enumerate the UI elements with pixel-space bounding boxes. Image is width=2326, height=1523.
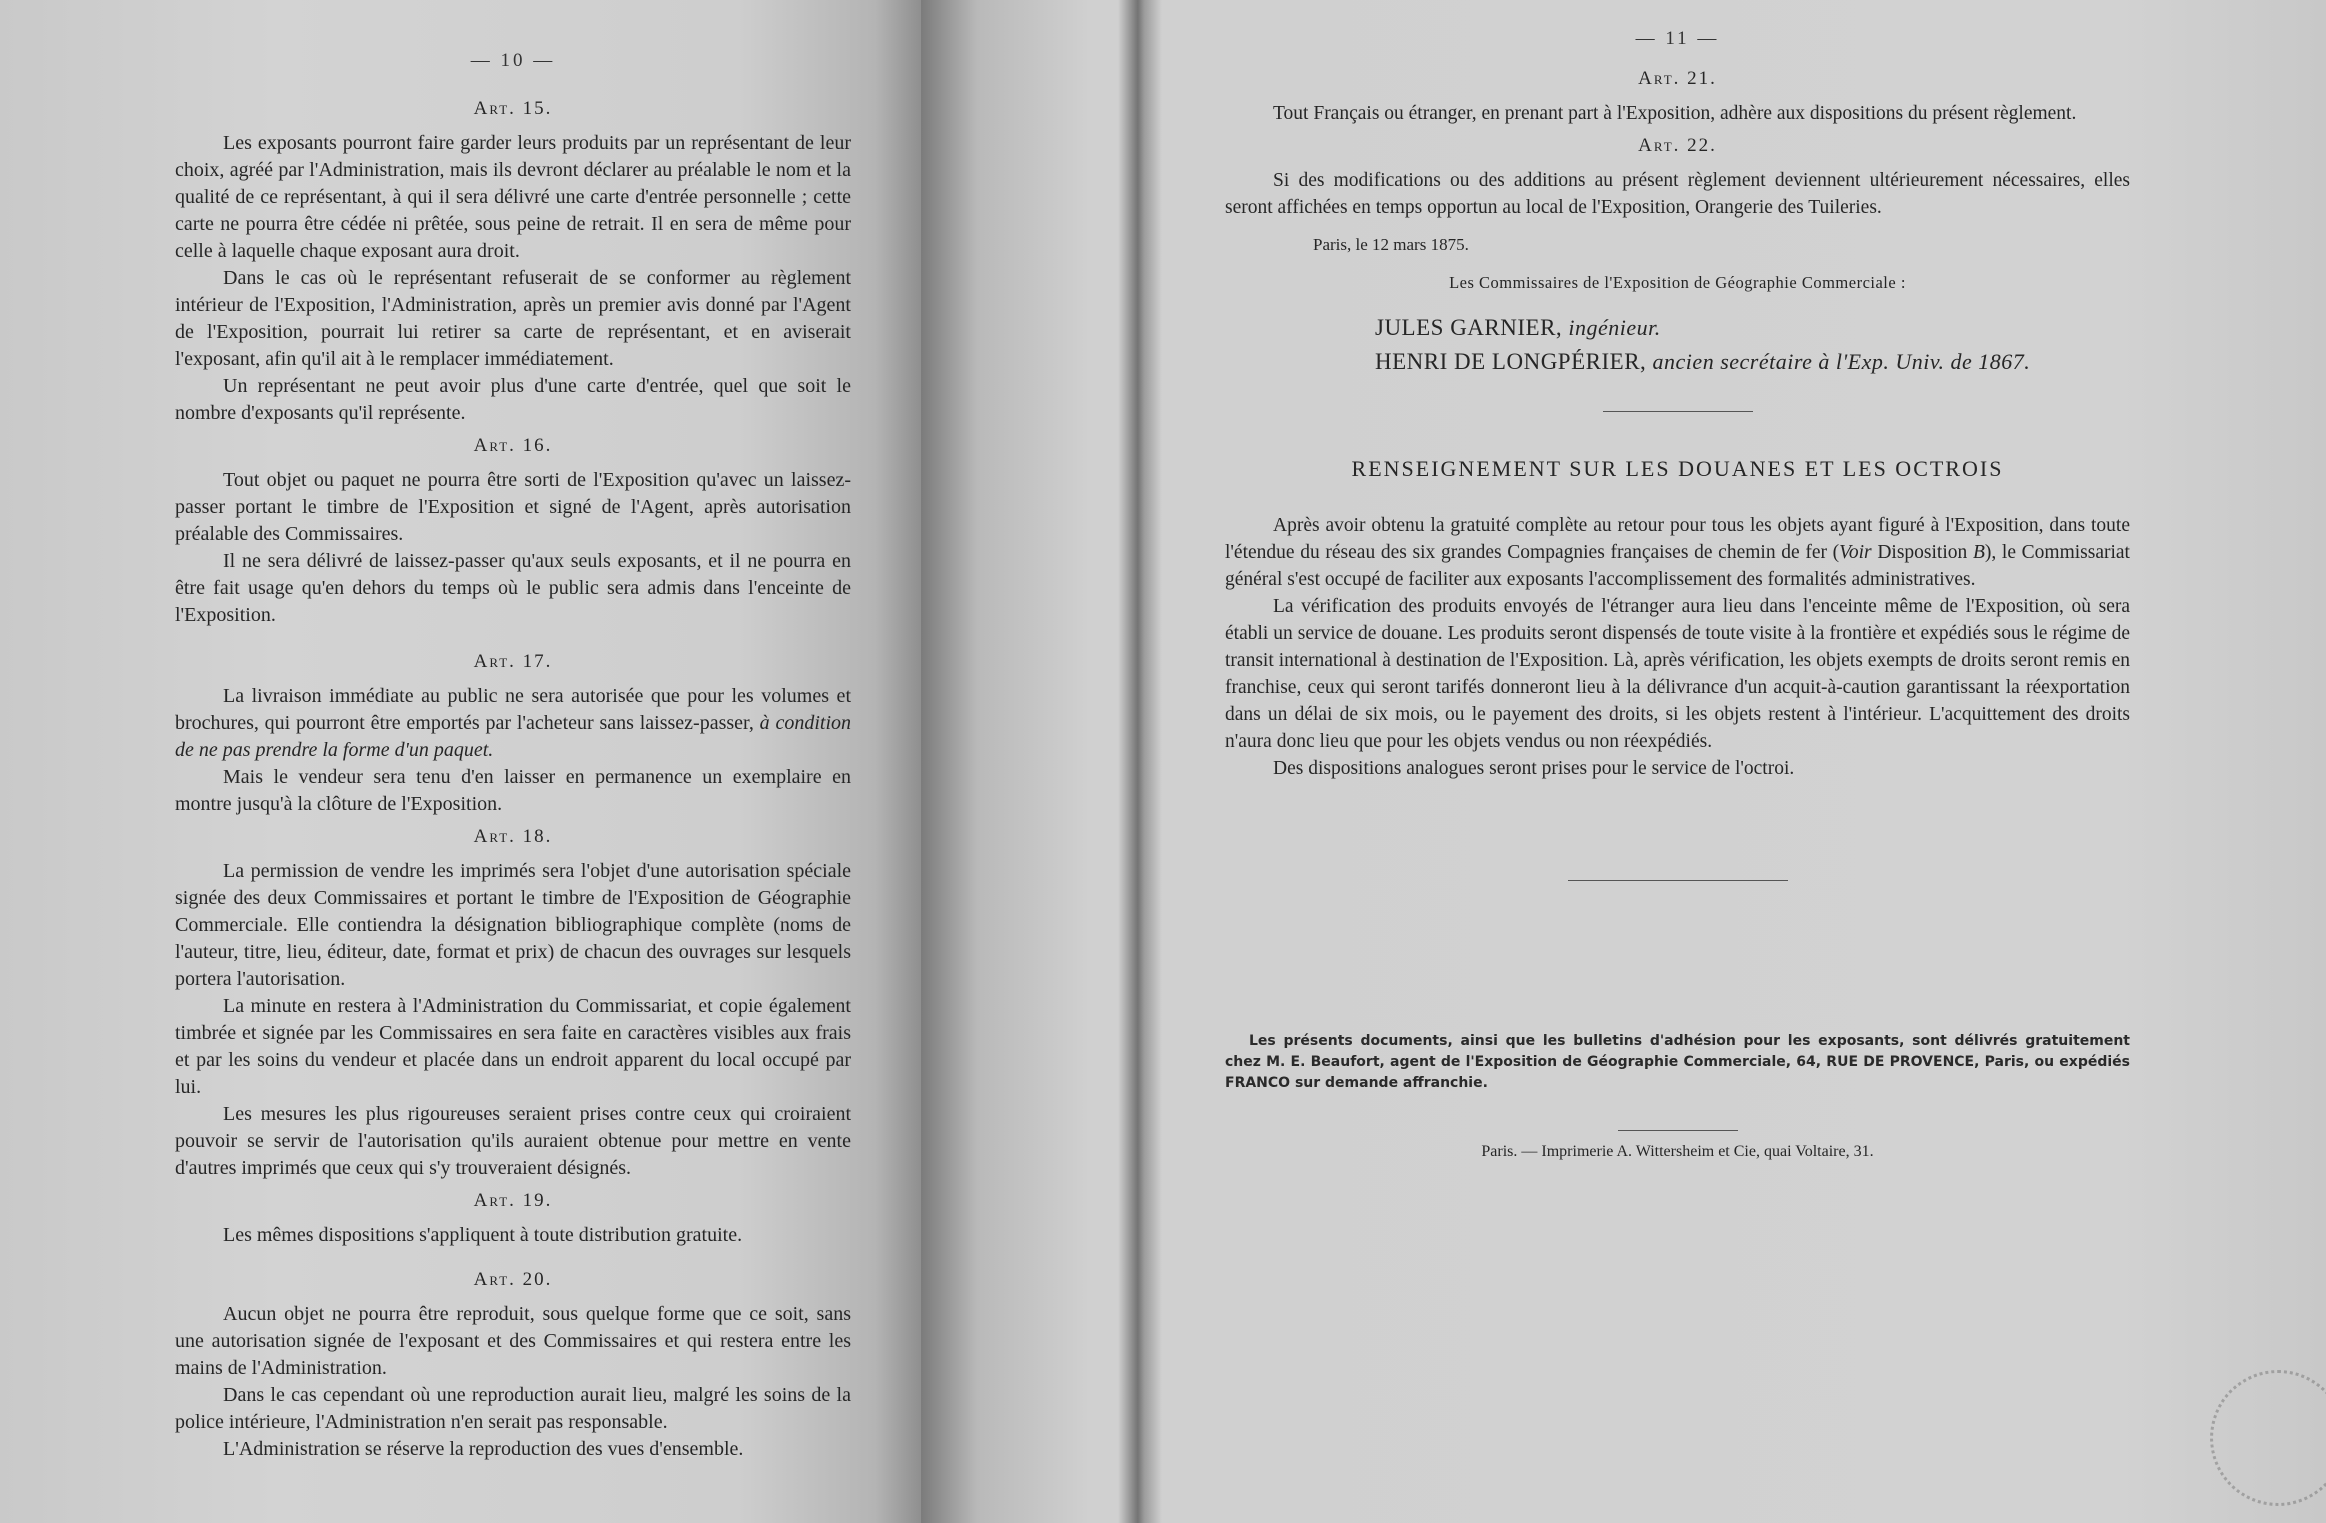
- signatory-name: JULES GARNIER,: [1375, 315, 1563, 340]
- signatory-2: [1375, 349, 2130, 375]
- paragraph: La minute en restera à l'Administration du Commissariat, et copie également timbrée et signée par les Commissaires en sera faite en caractères visibles aux frais et par les soins du vendeur et placée dans un endroit apparent du local occupé par lui.: [175, 995, 851, 1098]
- left-page: [0, 0, 921, 1523]
- paragraph: Tout Français ou étranger, en prenant part à l'Exposition, adhère aux dispositions du présent règlement.: [1273, 103, 2077, 124]
- paragraph-text: ), le Commissariat général s'est occupé de faciliter aux exposants l'accomplissement des formalités administratives.: [1225, 542, 2130, 590]
- emphasis-text: Voir: [1839, 542, 1872, 563]
- paragraph: L'Administration se réserve la reproduction des vues d'ensemble.: [223, 1438, 744, 1460]
- article-heading: Art. 21.: [1638, 68, 1717, 89]
- paragraph: Les mêmes dispositions s'appliquent à toute distribution gratuite.: [223, 1224, 743, 1246]
- paragraph-text: Disposition: [1871, 542, 1973, 563]
- paragraph: Un représentant ne peut avoir plus d'une carte d'entrée, quel que soit le nombre d'exposants qu'il représente.: [175, 375, 851, 424]
- paragraph: Il ne sera délivré de laissez-passer qu'aux seuls exposants, et il ne pourra en être fait usage qu'en dehors du temps où le public sera admis dans l'enceinte de l'Exposition.: [175, 550, 851, 626]
- paragraph: Aucun objet ne pourra être reproduit, sous quelque forme que ce soit, sans une autorisation signée de l'exposant et des Commissaires et qui restera entre les mains de l'Administration.: [175, 1303, 851, 1379]
- page-number: — 11 —: [1635, 28, 1720, 49]
- section-heading: RENSEIGNEMENT SUR LES DOUANES ET LES OCTROIS: [1351, 456, 2004, 481]
- paragraph: La vérification des produits envoyés de l'étranger aura lieu dans l'enceinte même de l'Exposition, où sera établi un service de douane. Les produits seront dispensés de toute visite à la frontière et expédiés sous le régime de transit international à destination de l'Exposition. Là, après vérification, les objets exempts de droits seront remis en franchise, ceux qui seront tarifés donneront lieu à la délivrance d'un acquit-à-caution garantissant la réexportation dans un délai de six mois, ou le payement des droits, si les objets restent à l'intérieur. L'acquittement des droits n'aura donc lieu que pour les objets vendus ou non réexpédiés.: [1225, 596, 2130, 752]
- signatory-1: [1375, 315, 2130, 341]
- page-number: — 10 —: [470, 50, 556, 71]
- paragraph: [175, 683, 851, 764]
- emphasis-text: à condition de ne pas prendre la forme d'un paquet.: [175, 712, 852, 761]
- article-heading: Art. 15.: [473, 98, 553, 119]
- article-heading: Art. 17.: [473, 651, 553, 672]
- distribution-notice: Les présents documents, ainsi que les bulletins d'adhésion pour les exposants, sont délivrés gratuitement chez M. E. Beaufort, agent de l'Exposition de Géographie Commerciale, 64, RUE DE PROVENCE, Paris, ou expédiés FRANCO sur demande affranchie.: [1225, 1033, 2130, 1091]
- right-page-content: [1225, 28, 2130, 1161]
- paragraph: [1225, 512, 2130, 593]
- paragraph: Des dispositions analogues seront prises pour le service de l'octroi.: [1273, 758, 1795, 779]
- signatory-name: HENRI DE LONGPÉRIER,: [1375, 349, 1647, 374]
- paragraph: Si des modifications ou des additions au présent règlement deviennent ultérieurement nécessaires, elles seront affichées en temps opportun au local de l'Exposition, Orangerie des Tuileries.: [1225, 170, 2130, 218]
- article-heading: Art. 20.: [473, 1269, 553, 1290]
- paragraph: Dans le cas cependant où une reproduction aurait lieu, malgré les soins de la police intérieure, l'Administration n'en serait pas responsable.: [175, 1384, 851, 1433]
- paragraph: Tout objet ou paquet ne pourra être sorti de l'Exposition qu'avec un laissez-passer portant le timbre de l'Exposition et signé de l'Agent, après autorisation préalable des Commissaires.: [175, 469, 851, 545]
- printer-imprint: Paris. — Imprimerie A. Wittersheim et Cie, quai Voltaire, 31.: [1481, 1143, 1874, 1160]
- divider: [1618, 1130, 1738, 1131]
- date-line: Paris, le 12 mars 1875.: [1313, 235, 1469, 254]
- divider: [1603, 411, 1753, 412]
- paragraph: Les exposants pourront faire garder leurs produits par un représentant de leur choix, agréé par l'Administration, mais ils devront déclarer au préalable le nom et la qualité de ce représentant, à qui il sera délivré une carte d'entrée personnelle ; cette carte ne pourra être cédée ni prêtée, sous peine de retrait. Il en sera de même pour celle à laquelle chaque exposant aura droit.: [175, 132, 851, 262]
- paragraph: Mais le vendeur sera tenu d'en laisser en permanence un exemplaire en montre jusqu'à la clôture de l'Exposition.: [175, 766, 851, 815]
- article-heading: Art. 22.: [1638, 135, 1717, 156]
- paragraph: Les mesures les plus rigoureuses seraient prises contre ceux qui croiraient pouvoir se servir de l'autorisation qu'ils auraient obtenue pour mettre en vente d'autres imprimés que ceux qui s'y trouveraient désignés.: [175, 1103, 851, 1179]
- divider: [1568, 880, 1788, 881]
- emphasis-text: B: [1972, 542, 1985, 563]
- signatory-title: ingénieur.: [1568, 315, 1661, 340]
- paragraph: La permission de vendre les imprimés sera l'objet d'une autorisation spéciale signée des deux Commissaires et portant le timbre de l'Exposition de Géographie Commerciale. Elle contiendra la désignation bibliographique complète (noms de l'auteur, titre, lieu, éditeur, date, format et prix) de chacun des ouvrages sur lesquels portera l'autorisation.: [175, 860, 851, 990]
- paragraph: Dans le cas où le représentant refuserait de se conformer au règlement intérieur de l'Exposition, l'Administration, après un premier avis donné par l'Agent de l'Exposition, pourrait lui retirer sa carte de représentant, et en aviserait l'exposant, afin qu'il ait à le remplacer immédiatement.: [175, 267, 851, 370]
- article-heading: Art. 16.: [473, 435, 553, 456]
- paragraph-text: Après avoir obtenu la gratuité complète au retour pour tous les objets ayant figuré à l'Exposition, dans toute l'étendue du réseau des six grandes Compagnies françaises de chemin de fer (: [1225, 515, 2130, 563]
- signatory-title: ancien secrétaire à l'Exp. Univ. de 1867.: [1652, 349, 2031, 374]
- signatories-intro: Les Commissaires de l'Exposition de Géographie Commerciale :: [1449, 273, 1906, 292]
- article-heading: Art. 19.: [473, 1190, 553, 1211]
- article-heading: Art. 18.: [473, 826, 553, 847]
- paragraph-text: La livraison immédiate au public ne sera autorisée que pour les volumes et brochures, qui pourront être emportés par l'acheteur sans laissez-passer,: [175, 685, 851, 734]
